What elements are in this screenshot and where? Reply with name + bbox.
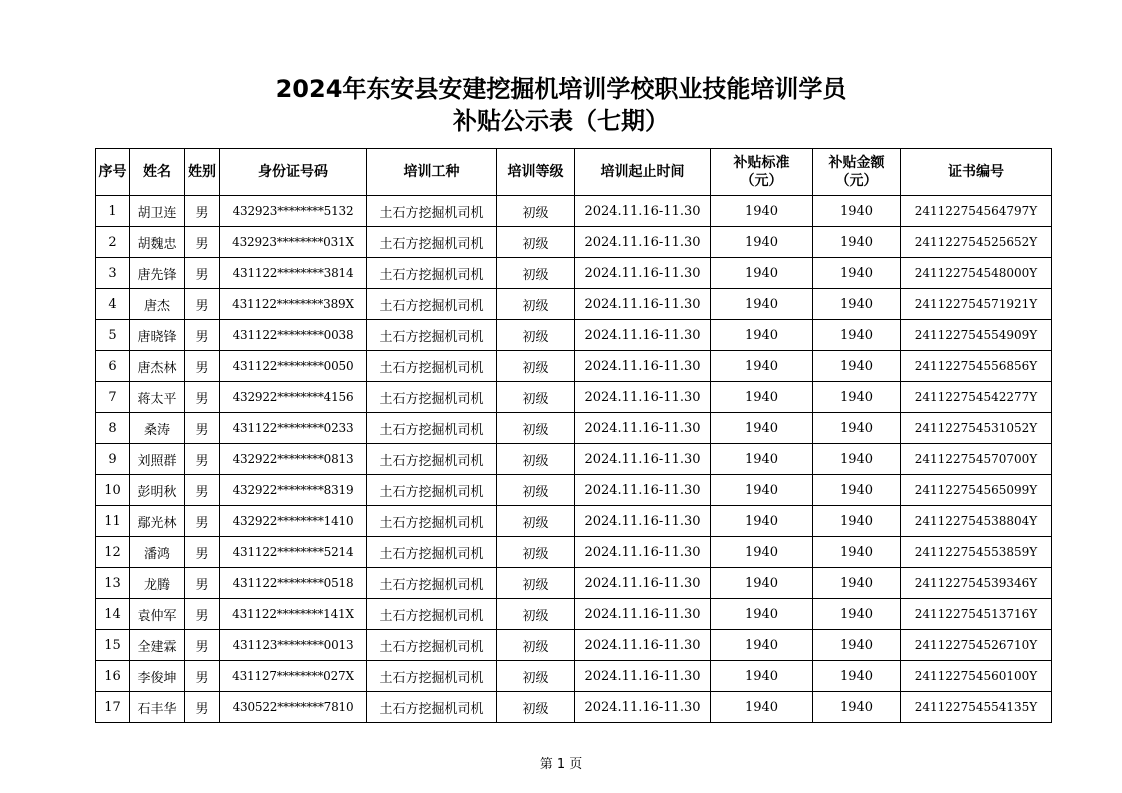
header-period: 培训起止时间 xyxy=(575,149,711,196)
gender-cell: 男 xyxy=(185,568,220,599)
seq-cell: 7 xyxy=(96,382,130,413)
period-cell: 2024.11.16-11.30 xyxy=(575,289,711,320)
cert-number-cell: 241122754553859Y xyxy=(901,537,1052,568)
cert-number-cell: 241122754539346Y xyxy=(901,568,1052,599)
period-cell: 2024.11.16-11.30 xyxy=(575,196,711,227)
standard-cell: 1940 xyxy=(711,413,813,444)
table-row xyxy=(96,537,1052,568)
amount-cell: 1940 xyxy=(813,351,901,382)
standard-cell: 1940 xyxy=(711,537,813,568)
header-trade: 培训工种 xyxy=(367,149,497,196)
id-number-cell: 432922********1410 xyxy=(220,506,367,537)
amount-cell: 1940 xyxy=(813,599,901,630)
level-cell: 初级 xyxy=(497,506,575,537)
header-level: 培训等级 xyxy=(497,149,575,196)
name-cell: 胡魏忠 xyxy=(130,227,185,258)
amount-cell: 1940 xyxy=(813,196,901,227)
trade-cell: 土石方挖掘机司机 xyxy=(367,537,497,568)
gender-cell: 男 xyxy=(185,692,220,723)
cert-number-cell: 241122754554909Y xyxy=(901,320,1052,351)
trade-cell: 土石方挖掘机司机 xyxy=(367,630,497,661)
standard-cell: 1940 xyxy=(711,475,813,506)
seq-cell: 9 xyxy=(96,444,130,475)
header-amount xyxy=(813,149,901,196)
level-cell: 初级 xyxy=(497,475,575,506)
standard-cell: 1940 xyxy=(711,382,813,413)
seq-cell: 3 xyxy=(96,258,130,289)
period-cell: 2024.11.16-11.30 xyxy=(575,599,711,630)
cert-number-cell: 241122754513716Y xyxy=(901,599,1052,630)
level-cell: 初级 xyxy=(497,444,575,475)
cert-number-cell: 241122754565099Y xyxy=(901,475,1052,506)
level-cell: 初级 xyxy=(497,661,575,692)
standard-cell: 1940 xyxy=(711,289,813,320)
period-cell: 2024.11.16-11.30 xyxy=(575,227,711,258)
cert-number-cell: 241122754538804Y xyxy=(901,506,1052,537)
id-number-cell: 431122********5214 xyxy=(220,537,367,568)
table-row xyxy=(96,413,1052,444)
cert-number-cell: 241122754571921Y xyxy=(901,289,1052,320)
period-cell: 2024.11.16-11.30 xyxy=(575,506,711,537)
gender-cell: 男 xyxy=(185,661,220,692)
id-number-cell: 431122********3814 xyxy=(220,258,367,289)
id-number-cell: 432923********031X xyxy=(220,227,367,258)
name-cell: 蒋太平 xyxy=(130,382,185,413)
seq-cell: 17 xyxy=(96,692,130,723)
gender-cell: 男 xyxy=(185,382,220,413)
table-row xyxy=(96,444,1052,475)
level-cell: 初级 xyxy=(497,289,575,320)
amount-cell: 1940 xyxy=(813,227,901,258)
name-cell: 唐先锋 xyxy=(130,258,185,289)
seq-cell: 15 xyxy=(96,630,130,661)
amount-cell: 1940 xyxy=(813,258,901,289)
cert-number-cell: 241122754554135Y xyxy=(901,692,1052,723)
gender-cell: 男 xyxy=(185,599,220,630)
level-cell: 初级 xyxy=(497,413,575,444)
standard-cell: 1940 xyxy=(711,568,813,599)
trade-cell: 土石方挖掘机司机 xyxy=(367,568,497,599)
period-cell: 2024.11.16-11.30 xyxy=(575,475,711,506)
amount-cell: 1940 xyxy=(813,320,901,351)
level-cell: 初级 xyxy=(497,537,575,568)
level-cell: 初级 xyxy=(497,227,575,258)
standard-cell: 1940 xyxy=(711,630,813,661)
trade-cell: 土石方挖掘机司机 xyxy=(367,320,497,351)
level-cell: 初级 xyxy=(497,692,575,723)
id-number-cell: 431127********027X xyxy=(220,661,367,692)
header-amount-line1: 补贴金额 xyxy=(828,155,885,171)
table-row xyxy=(96,475,1052,506)
level-cell: 初级 xyxy=(497,196,575,227)
cert-number-cell: 241122754525652Y xyxy=(901,227,1052,258)
seq-cell: 10 xyxy=(96,475,130,506)
name-cell: 龙腾 xyxy=(130,568,185,599)
table-row xyxy=(96,289,1052,320)
name-cell: 唐杰林 xyxy=(130,351,185,382)
standard-cell: 1940 xyxy=(711,320,813,351)
level-cell: 初级 xyxy=(497,630,575,661)
name-cell: 唐晓锋 xyxy=(130,320,185,351)
period-cell: 2024.11.16-11.30 xyxy=(575,351,711,382)
header-standard xyxy=(711,149,813,196)
gender-cell: 男 xyxy=(185,537,220,568)
table-body xyxy=(96,196,1052,723)
trade-cell: 土石方挖掘机司机 xyxy=(367,413,497,444)
table-row xyxy=(96,506,1052,537)
cert-number-cell: 241122754531052Y xyxy=(901,413,1052,444)
standard-cell: 1940 xyxy=(711,258,813,289)
name-cell: 李俊坤 xyxy=(130,661,185,692)
table-row xyxy=(96,320,1052,351)
cert-number-cell: 241122754548000Y xyxy=(901,258,1052,289)
seq-cell: 8 xyxy=(96,413,130,444)
seq-cell: 13 xyxy=(96,568,130,599)
name-cell: 刘照群 xyxy=(130,444,185,475)
header-standard-line1: 补贴标准 xyxy=(733,155,790,171)
name-cell: 袁仲军 xyxy=(130,599,185,630)
standard-cell: 1940 xyxy=(711,444,813,475)
amount-cell: 1940 xyxy=(813,475,901,506)
seq-cell: 16 xyxy=(96,661,130,692)
id-number-cell: 432922********4156 xyxy=(220,382,367,413)
amount-cell: 1940 xyxy=(813,661,901,692)
trade-cell: 土石方挖掘机司机 xyxy=(367,692,497,723)
period-cell: 2024.11.16-11.30 xyxy=(575,568,711,599)
subsidy-table xyxy=(95,148,1052,723)
table-row xyxy=(96,661,1052,692)
level-cell: 初级 xyxy=(497,320,575,351)
standard-cell: 1940 xyxy=(711,599,813,630)
trade-cell: 土石方挖掘机司机 xyxy=(367,475,497,506)
trade-cell: 土石方挖掘机司机 xyxy=(367,444,497,475)
amount-cell: 1940 xyxy=(813,568,901,599)
id-number-cell: 431122********0518 xyxy=(220,568,367,599)
amount-cell: 1940 xyxy=(813,506,901,537)
level-cell: 初级 xyxy=(497,351,575,382)
id-number-cell: 431122********0233 xyxy=(220,413,367,444)
table-row xyxy=(96,351,1052,382)
table-row xyxy=(96,630,1052,661)
table-row xyxy=(96,599,1052,630)
seq-cell: 2 xyxy=(96,227,130,258)
name-cell: 鄢光林 xyxy=(130,506,185,537)
id-number-cell: 432922********8319 xyxy=(220,475,367,506)
period-cell: 2024.11.16-11.30 xyxy=(575,537,711,568)
cert-number-cell: 241122754570700Y xyxy=(901,444,1052,475)
name-cell: 全建霖 xyxy=(130,630,185,661)
trade-cell: 土石方挖掘机司机 xyxy=(367,227,497,258)
trade-cell: 土石方挖掘机司机 xyxy=(367,506,497,537)
header-standard-line2: （元） xyxy=(740,173,783,189)
document-title-line1: 2024年东安县安建挖掘机培训学校职业技能培训学员 xyxy=(275,75,847,103)
header-id: 身份证号码 xyxy=(220,149,367,196)
gender-cell: 男 xyxy=(185,289,220,320)
cert-number-cell: 241122754560100Y xyxy=(901,661,1052,692)
cert-number-cell: 241122754564797Y xyxy=(901,196,1052,227)
id-number-cell: 431122********389X xyxy=(220,289,367,320)
period-cell: 2024.11.16-11.30 xyxy=(575,258,711,289)
standard-cell: 1940 xyxy=(711,351,813,382)
id-number-cell: 431122********0050 xyxy=(220,351,367,382)
period-cell: 2024.11.16-11.30 xyxy=(575,692,711,723)
seq-cell: 6 xyxy=(96,351,130,382)
seq-cell: 4 xyxy=(96,289,130,320)
gender-cell: 男 xyxy=(185,506,220,537)
trade-cell: 土石方挖掘机司机 xyxy=(367,661,497,692)
seq-cell: 11 xyxy=(96,506,130,537)
name-cell: 石丰华 xyxy=(130,692,185,723)
document-title-line2: 补贴公示表（七期） xyxy=(453,107,669,135)
name-cell: 胡卫连 xyxy=(130,196,185,227)
level-cell: 初级 xyxy=(497,382,575,413)
period-cell: 2024.11.16-11.30 xyxy=(575,661,711,692)
level-cell: 初级 xyxy=(497,258,575,289)
seq-cell: 12 xyxy=(96,537,130,568)
table-row xyxy=(96,568,1052,599)
gender-cell: 男 xyxy=(185,444,220,475)
gender-cell: 男 xyxy=(185,196,220,227)
cert-number-cell: 241122754542277Y xyxy=(901,382,1052,413)
header-gender: 姓别 xyxy=(185,149,220,196)
amount-cell: 1940 xyxy=(813,444,901,475)
standard-cell: 1940 xyxy=(711,506,813,537)
amount-cell: 1940 xyxy=(813,537,901,568)
trade-cell: 土石方挖掘机司机 xyxy=(367,382,497,413)
standard-cell: 1940 xyxy=(711,196,813,227)
level-cell: 初级 xyxy=(497,599,575,630)
table-row xyxy=(96,258,1052,289)
id-number-cell: 430522********7810 xyxy=(220,692,367,723)
standard-cell: 1940 xyxy=(711,661,813,692)
amount-cell: 1940 xyxy=(813,382,901,413)
trade-cell: 土石方挖掘机司机 xyxy=(367,258,497,289)
header-amount-line2: （元） xyxy=(835,173,878,189)
period-cell: 2024.11.16-11.30 xyxy=(575,320,711,351)
header-name: 姓名 xyxy=(130,149,185,196)
id-number-cell: 432922********0813 xyxy=(220,444,367,475)
table-row xyxy=(96,227,1052,258)
cert-number-cell: 241122754556856Y xyxy=(901,351,1052,382)
trade-cell: 土石方挖掘机司机 xyxy=(367,599,497,630)
period-cell: 2024.11.16-11.30 xyxy=(575,413,711,444)
amount-cell: 1940 xyxy=(813,630,901,661)
id-number-cell: 431122********141X xyxy=(220,599,367,630)
seq-cell: 14 xyxy=(96,599,130,630)
header-cert: 证书编号 xyxy=(901,149,1052,196)
trade-cell: 土石方挖掘机司机 xyxy=(367,351,497,382)
name-cell: 唐杰 xyxy=(130,289,185,320)
trade-cell: 土石方挖掘机司机 xyxy=(367,289,497,320)
period-cell: 2024.11.16-11.30 xyxy=(575,444,711,475)
table-header-row xyxy=(96,149,1052,196)
table-row xyxy=(96,382,1052,413)
id-number-cell: 431123********0013 xyxy=(220,630,367,661)
seq-cell: 5 xyxy=(96,320,130,351)
page-number: 第 1 页 xyxy=(539,757,583,772)
name-cell: 潘鸿 xyxy=(130,537,185,568)
header-seq: 序号 xyxy=(96,149,130,196)
standard-cell: 1940 xyxy=(711,692,813,723)
cert-number-cell: 241122754526710Y xyxy=(901,630,1052,661)
standard-cell: 1940 xyxy=(711,227,813,258)
table-row xyxy=(96,692,1052,723)
amount-cell: 1940 xyxy=(813,289,901,320)
gender-cell: 男 xyxy=(185,351,220,382)
amount-cell: 1940 xyxy=(813,413,901,444)
gender-cell: 男 xyxy=(185,413,220,444)
level-cell: 初级 xyxy=(497,568,575,599)
name-cell: 彭明秋 xyxy=(130,475,185,506)
period-cell: 2024.11.16-11.30 xyxy=(575,382,711,413)
id-number-cell: 432923********5132 xyxy=(220,196,367,227)
table-row xyxy=(96,196,1052,227)
trade-cell: 土石方挖掘机司机 xyxy=(367,196,497,227)
amount-cell: 1940 xyxy=(813,692,901,723)
period-cell: 2024.11.16-11.30 xyxy=(575,630,711,661)
seq-cell: 1 xyxy=(96,196,130,227)
gender-cell: 男 xyxy=(185,630,220,661)
gender-cell: 男 xyxy=(185,227,220,258)
gender-cell: 男 xyxy=(185,475,220,506)
name-cell: 桑涛 xyxy=(130,413,185,444)
id-number-cell: 431122********0038 xyxy=(220,320,367,351)
gender-cell: 男 xyxy=(185,320,220,351)
gender-cell: 男 xyxy=(185,258,220,289)
